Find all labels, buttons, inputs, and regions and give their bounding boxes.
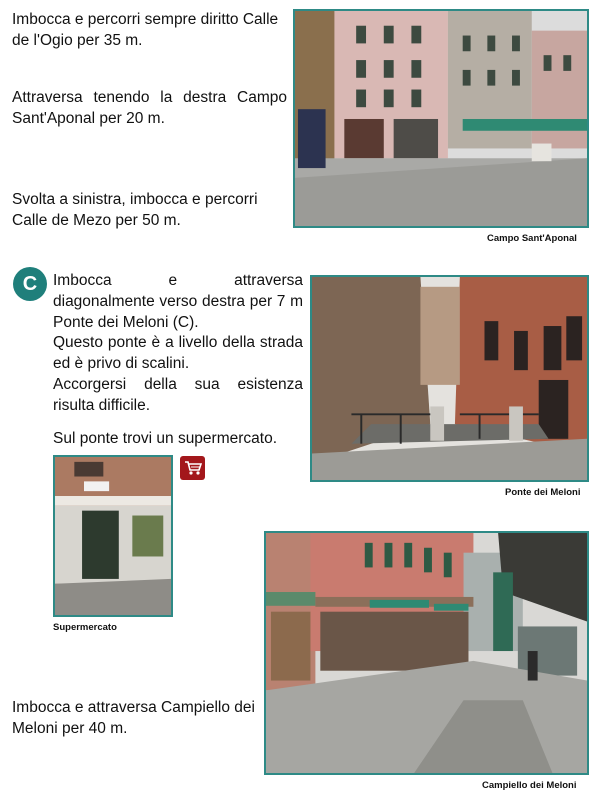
photo-campiello-dei-meloni [264, 531, 589, 775]
photo-campo-sant-aponal [293, 9, 589, 228]
shopping-cart-icon [180, 456, 205, 480]
photo-ponte-dei-meloni [310, 275, 589, 482]
caption-campiello-dei-meloni: Campiello dei Meloni [482, 780, 577, 791]
step-text-6: Accorgersi della sua esistenza risulta difficile. [53, 376, 303, 414]
step-text-2: Attraversa tenendo la destra Campo Sant'Aponal per 20 m. [12, 89, 287, 127]
step-text-5: Questo ponte è a livello della strada ed è privo di scalini. [53, 334, 303, 372]
step-text-8: Imbocca e attraversa Campiello dei Meloni per 40 m. [12, 699, 255, 737]
step-badge-c: C [13, 267, 47, 301]
caption-supermercato: Supermercato [53, 622, 117, 633]
caption-ponte-dei-meloni: Ponte dei Meloni [505, 487, 581, 498]
caption-campo-sant-aponal: Campo Sant'Aponal [487, 233, 577, 244]
step-text-1: Imbocca e percorri sempre diritto Calle de l'Ogio per 35 m. [12, 11, 279, 49]
step-text-3: Svolta a sinistra, imbocca e percorri Calle de Mezo per 50 m. [12, 191, 258, 229]
step-text-7: Sul ponte trovi un supermercato. [53, 430, 278, 447]
photo-supermercato [53, 455, 173, 617]
step-text-4: Imbocca e attraversa diagonalmente verso destra per 7 m Ponte dei Meloni (C). [53, 272, 303, 331]
